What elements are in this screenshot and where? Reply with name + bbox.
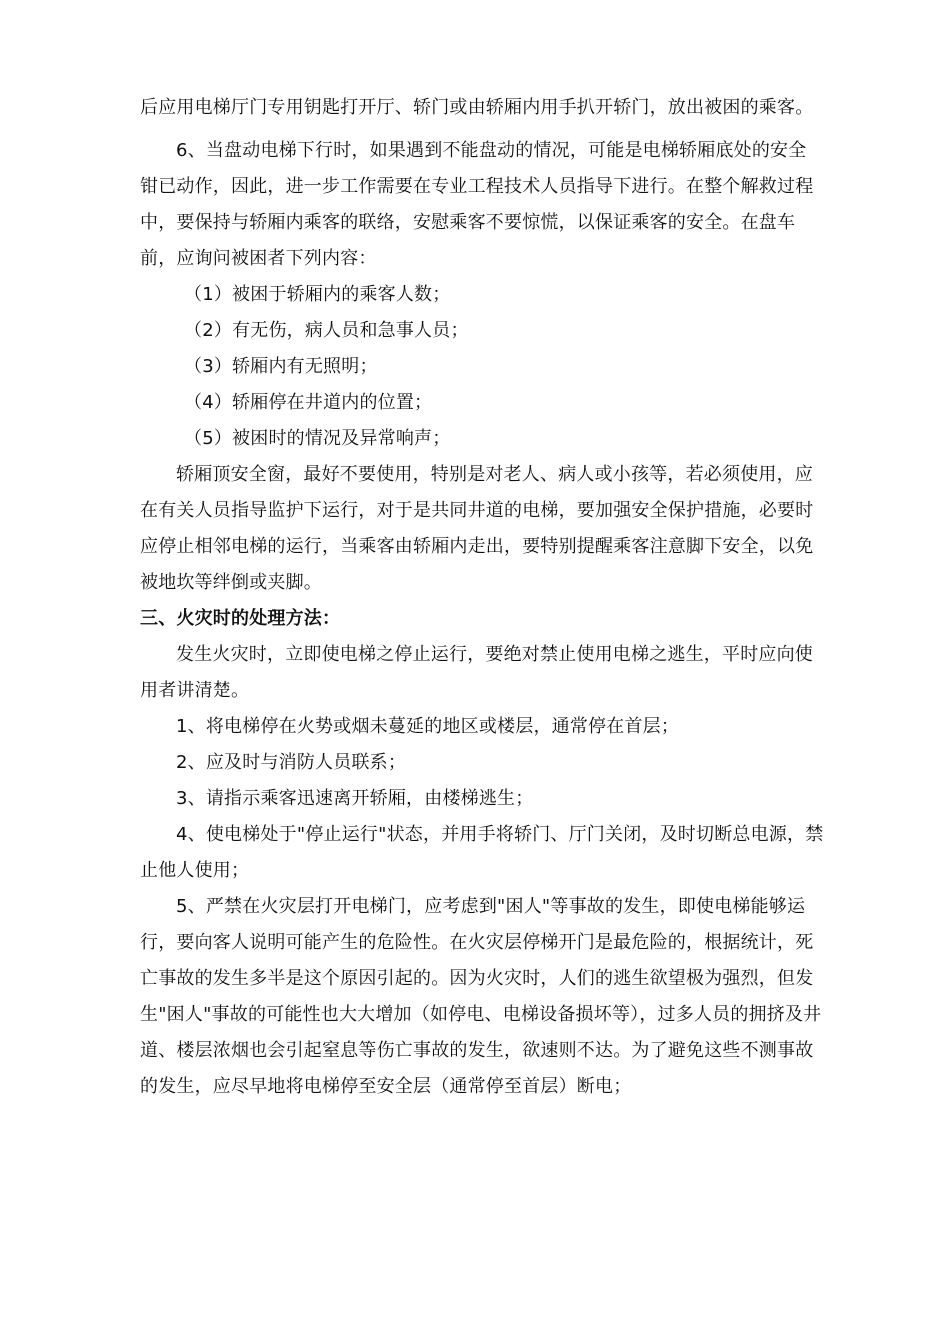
fire-step-3: 3、请指示乘客迅速离开轿厢，由楼梯逃生； — [176, 788, 534, 809]
fire-step-1: 1、将电梯停在火势或烟未蔓延的地区或楼层，通常停在首层； — [176, 716, 680, 737]
paragraph-safety-window: 轿厢顶安全窗，最好不要使用，特别是对老人、病人或小孩等，若必须使用，应在有关人员指导监护下运行，对于是共同井道的电梯，要加强安全保护措施，必要时应停止相邻电梯的运行，当乘客由轿厢内走出，要特别提醒乘客注意脚下安全，以免被地坎等绊倒或夹脚。 — [140, 464, 814, 593]
fire-step-2: 2、应及时与消防人员联系； — [176, 752, 407, 773]
paragraph-fire-intro: 发生火灾时，立即使电梯之停止运行，要绝对禁止使用电梯之逃生，平时应向使用者讲清楚。 — [140, 644, 813, 701]
paragraph-continuation: 后应用电梯厅门专用钥匙打开厅、轿门或由轿厢内用手扒开轿门，放出被困的乘客。 — [140, 97, 814, 118]
list-item-abnormal-sound: （5）被困时的情况及异常响声； — [184, 428, 451, 449]
section-heading-fire: 三、火灾时的处理方法： — [140, 608, 341, 629]
list-item-injured: （2）有无伤，病人员和急事人员； — [184, 320, 469, 341]
paragraph-step-6: 6、当盘动电梯下行时，如果遇到不能盘动的情况，可能是电梯轿厢底处的安全钳已动作，因此，进一步工作需要在专业工程技术人员指导下进行。在整个解救过程中，要保持与轿厢内乘客的联络，安慰乘客不要惊慌，以保证乘客的安全。在盘车前，应询问被困者下列内容： — [140, 140, 814, 269]
fire-step-4: 4、使电梯处于"停止运行"状态，并用手将轿门、厅门关闭，及时切断总电源，禁止他人使用； — [140, 824, 824, 881]
list-item-trapped-count: （1）被困于轿厢内的乘客人数； — [184, 284, 451, 305]
list-item-car-position: （4）轿厢停在井道内的位置； — [184, 392, 433, 413]
list-item-lighting: （3）轿厢内有无照明； — [184, 356, 378, 377]
document-body — [140, 96, 824, 1105]
fire-step-5: 5、严禁在火灾层打开电梯门，应考虑到"困人"等事故的发生，即使电梯能够运行，要向客人说明可能产生的危险性。在火灾层停梯开门是最危险的，根据统计，死亡事故的发生多半是这个原因引起的。因为火灾时，人们的逃生欲望极为强烈，但发生"困人"事故的可能性也大大增加（如停电、电梯设备损坏等），过多人员的拥挤及井道、楼层浓烟也会引起窒息等伤亡事故的发生，欲速则不达。为了避免这些不测事故的发生，应尽早地将电梯停至安全层（通常停至首层）断电； — [140, 896, 822, 1097]
